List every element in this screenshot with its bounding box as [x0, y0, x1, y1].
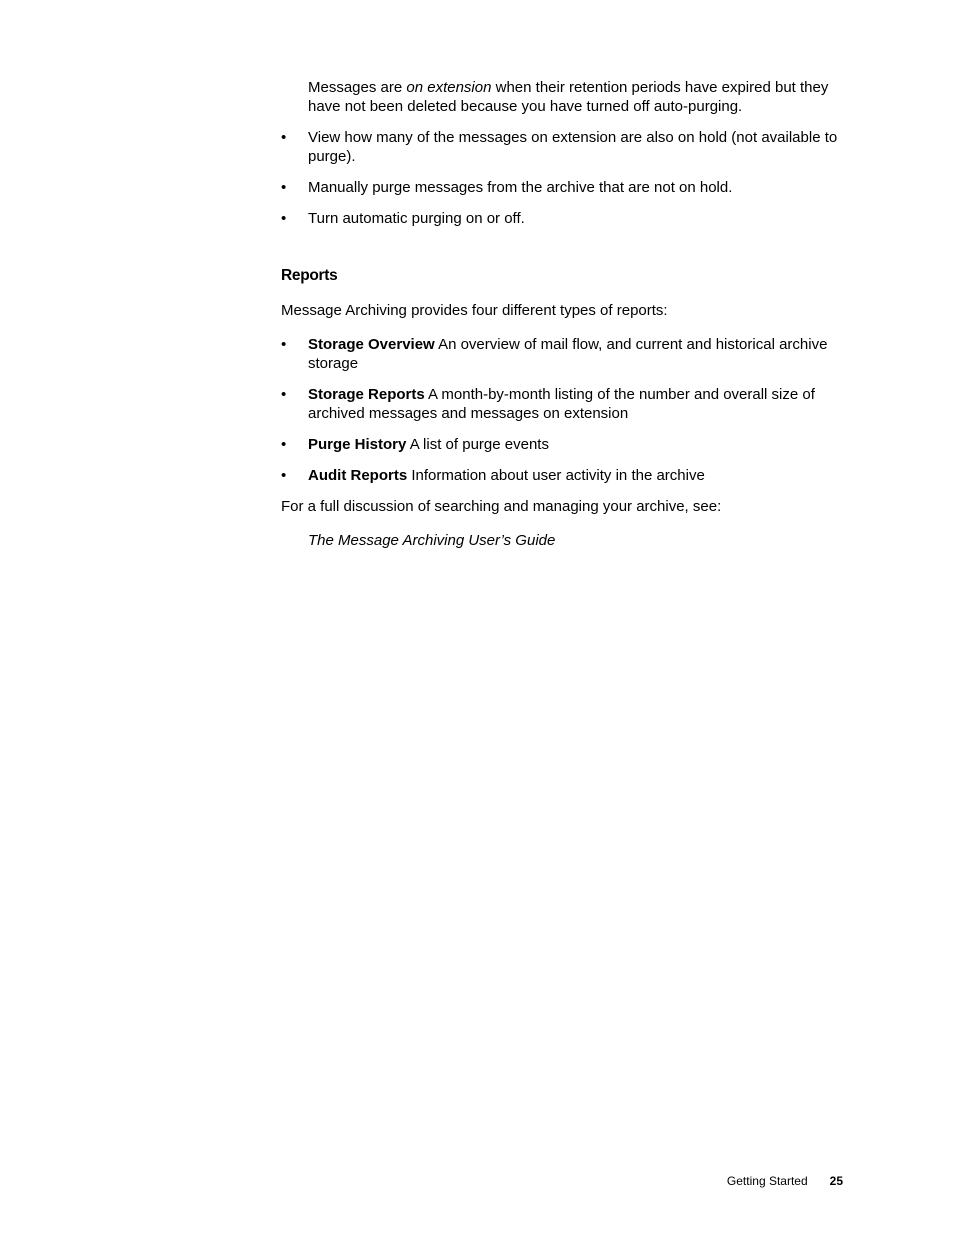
- report-type-term: Storage Reports: [308, 386, 425, 403]
- report-type-description: An overview of mail flow, and current and historical archive storage: [308, 336, 828, 372]
- report-type-term: Storage Overview: [308, 336, 435, 353]
- reports-heading: Reports: [281, 267, 338, 284]
- reports-intro: Message Archiving provides four different types of reports:: [281, 302, 668, 319]
- purge-actions-list: [281, 128, 846, 228]
- report-types-list: [281, 335, 846, 485]
- report-type-item: [281, 335, 846, 373]
- report-type-term: Audit Reports: [308, 467, 408, 484]
- list-item: [281, 209, 846, 228]
- bullet-marker: •: [281, 436, 287, 453]
- page-number: 25: [829, 1174, 843, 1188]
- report-type-item: [281, 385, 846, 423]
- list-item-text: View how many of the messages on extension are also on hold (not available to purge).: [308, 129, 838, 165]
- list-item: [281, 128, 846, 166]
- page-footer: [0, 1174, 843, 1189]
- bullet-marker: •: [281, 210, 287, 227]
- list-item-text: Manually purge messages from the archive that are not on hold.: [308, 179, 733, 196]
- bullet-marker: •: [281, 467, 287, 484]
- footer-section-title: Getting Started: [726, 1174, 808, 1188]
- bullet-marker: •: [281, 179, 287, 196]
- intro-text-before: Messages are: [308, 79, 407, 96]
- discussion-paragraph: For a full discussion of searching and managing your archive, see:: [281, 498, 722, 515]
- report-type-term: Purge History: [308, 436, 407, 453]
- report-type-description: A month-by-month listing of the number and overall size of archived messages and messages on extension: [308, 386, 815, 422]
- bullet-marker: •: [281, 336, 287, 353]
- list-item: [281, 178, 846, 197]
- on-extension-emphasis: on extension: [406, 79, 492, 96]
- report-type-description: A list of purge events: [406, 436, 549, 453]
- guide-title: The Message Archiving User’s Guide: [308, 532, 556, 549]
- bullet-marker: •: [281, 386, 287, 403]
- bullet-marker: •: [281, 129, 287, 146]
- report-type-description: Information about user activity in the archive: [407, 467, 705, 484]
- on-extension-paragraph: [281, 78, 846, 116]
- report-type-item: [281, 466, 846, 485]
- report-type-item: [281, 435, 846, 454]
- page-content: [281, 78, 846, 550]
- intro-text-after: when their retention periods have expired but they have not been deleted because you have turned off auto-purging.: [308, 79, 829, 115]
- list-item-text: Turn automatic purging on or off.: [308, 210, 525, 227]
